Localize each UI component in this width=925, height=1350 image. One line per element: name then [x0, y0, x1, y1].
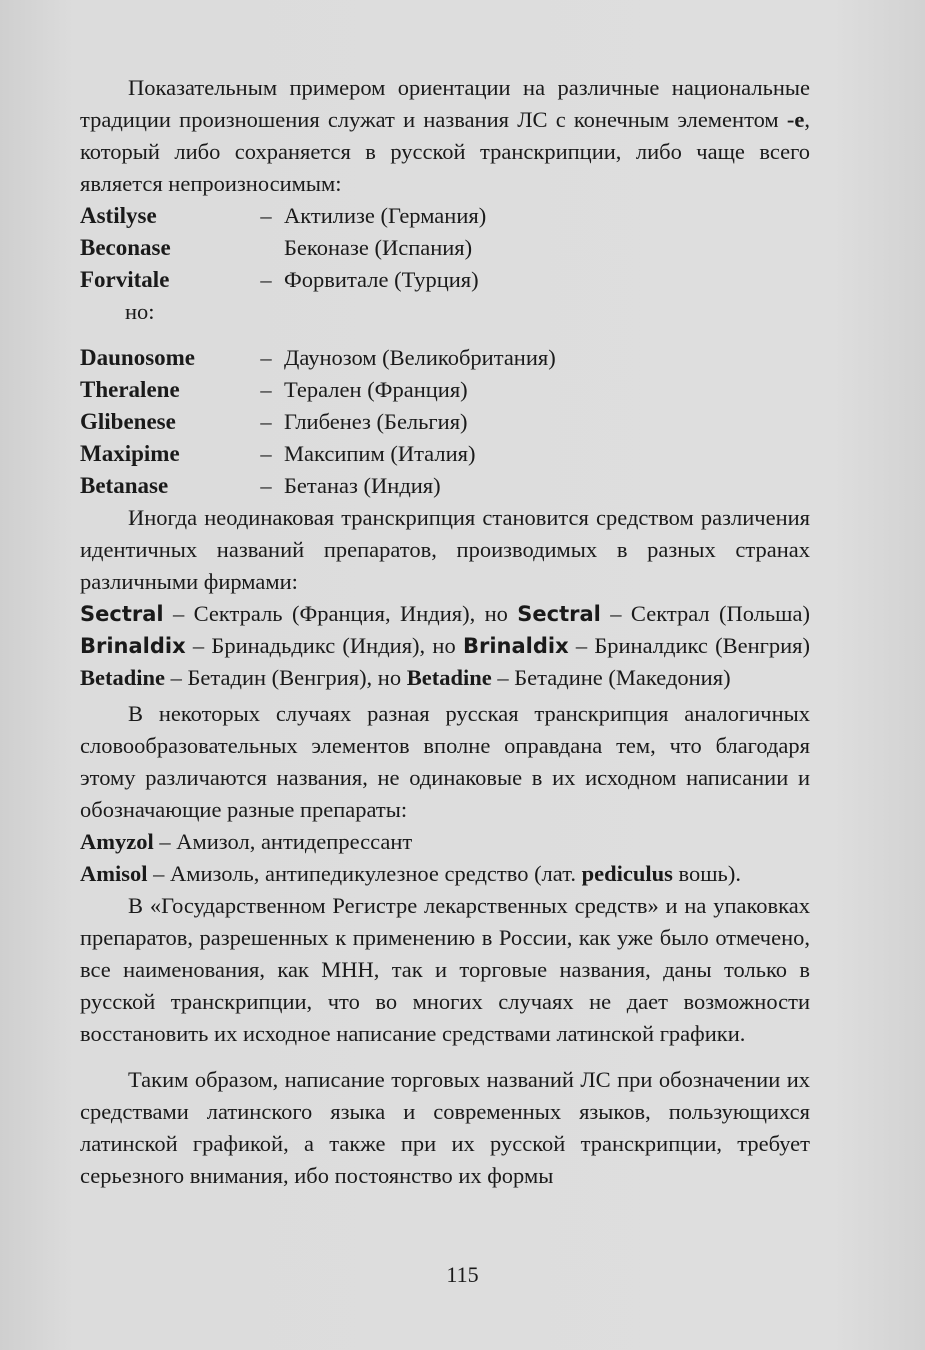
latin-name: Sectral	[80, 602, 164, 626]
example-row	[80, 438, 810, 470]
paragraph-register: В «Государственном Регистре лекарственных средств» и на упаковках препаратов, разрешенных к применению в России, как уже было отмечено, все наименования, как МНН, так и торговые названия, даны только в русской транскрипции, что во многих случаях не дает возможности восстановить их исходное написание средствами латинской графики.	[80, 893, 810, 1046]
latin-name: Brinaldix	[80, 634, 186, 658]
paragraph-text: – Сектраль (Франция, Индия), но	[163, 601, 518, 626]
page-body	[80, 72, 810, 1192]
russian-transcription: Терален (Франция)	[284, 377, 468, 402]
example-row	[80, 232, 810, 264]
latin-name: Betadine	[406, 665, 492, 690]
latin-name: Amyzol	[80, 829, 154, 854]
latin-name: Amisol	[80, 861, 148, 886]
example-row	[80, 342, 810, 374]
latin-name: Betanase	[80, 473, 169, 498]
example-list-2	[80, 342, 810, 502]
example-row	[80, 264, 810, 296]
example-amisol	[80, 858, 810, 890]
paragraph-text: – Сектрал (Польша)	[600, 601, 810, 626]
paragraph-text: , который либо сохраняется в русской транскрипции, либо чаще всего является непроизносимым:	[80, 107, 810, 196]
latin-name: Theralene	[80, 377, 180, 402]
russian-transcription: Глибенез (Бельгия)	[284, 409, 468, 434]
paragraph-conclusion: Таким образом, написание торговых названий ЛС при обозначении их средствами латинского языка и современных языков, пользующихся латинской графикой, а также при их русской транскрипции, требует серьезного внимания, ибо постоянство их формы	[80, 1067, 810, 1188]
paragraph-text: – Бетадине (Македония)	[491, 665, 731, 690]
paragraph-text: вошь).	[672, 861, 741, 886]
russian-transcription: Даунозом (Великобритания)	[284, 345, 556, 370]
latin-name: Astilyse	[80, 203, 157, 228]
example-row	[80, 470, 810, 502]
latin-name: Daunosome	[80, 345, 196, 370]
latin-name: Betadine	[80, 665, 166, 690]
paragraph-text: – Амизол, антидепрессант	[153, 829, 413, 854]
bold-term: -e	[786, 107, 805, 132]
russian-transcription: Беконазе (Испания)	[284, 235, 473, 260]
paragraph-examples	[80, 598, 810, 694]
dash: –	[260, 473, 272, 498]
paragraph-text: – Амизоль, антипедикулезное средство (лат.	[147, 861, 582, 886]
latin-word: pediculus	[581, 861, 673, 886]
latin-name: Glibenese	[80, 409, 176, 434]
paragraph-derivational: В некоторых случаях разная русская транскрипция аналогичных словообразовательных элементов вполне оправдана тем, что благодаря этому различаются названия, не одинаковые в их исходном написании и обозначающие разные препараты:	[80, 701, 810, 822]
example-row	[80, 200, 810, 232]
russian-transcription: Бетаназ (Индия)	[284, 473, 441, 498]
example-amyzol	[80, 826, 810, 858]
example-row	[80, 406, 810, 438]
paragraph-text: Показательным примером ориентации на различные национальные традиции произношения служат и названия ЛС с конечным элементом	[80, 75, 810, 132]
latin-name: Brinaldix	[462, 634, 569, 658]
page-number: 115	[446, 1262, 479, 1287]
latin-name: Beconase	[80, 235, 171, 260]
latin-name: Forvitale	[80, 267, 170, 292]
russian-transcription: Форвитале (Турция)	[284, 267, 479, 292]
dash: –	[260, 345, 272, 370]
example-row	[80, 374, 810, 406]
paragraph-intro	[80, 72, 810, 200]
paragraph-transcription: Иногда неодинаковая транскрипция становится средством различения идентичных названий препаратов, производимых в разных странах различными фирмами:	[80, 505, 810, 594]
example-list-1	[80, 200, 810, 328]
but-label: но:	[125, 299, 155, 324]
latin-name: Sectral	[517, 602, 601, 626]
dash: –	[260, 267, 272, 292]
dash: –	[260, 441, 272, 466]
paragraph-text: – Бетадин (Венгрия), но	[165, 665, 407, 690]
latin-name: Maxipime	[80, 441, 180, 466]
russian-transcription: Актилизе (Германия)	[284, 203, 487, 228]
but-label-row	[80, 296, 810, 328]
paragraph-text: – Бринадьдикс (Индия), но	[185, 633, 463, 658]
paragraph-text: – Бриналдикс (Венгрия)	[568, 633, 810, 658]
dash: –	[260, 409, 272, 434]
dash: –	[260, 377, 272, 402]
russian-transcription: Максипим (Италия)	[284, 441, 476, 466]
dash: –	[260, 203, 272, 228]
